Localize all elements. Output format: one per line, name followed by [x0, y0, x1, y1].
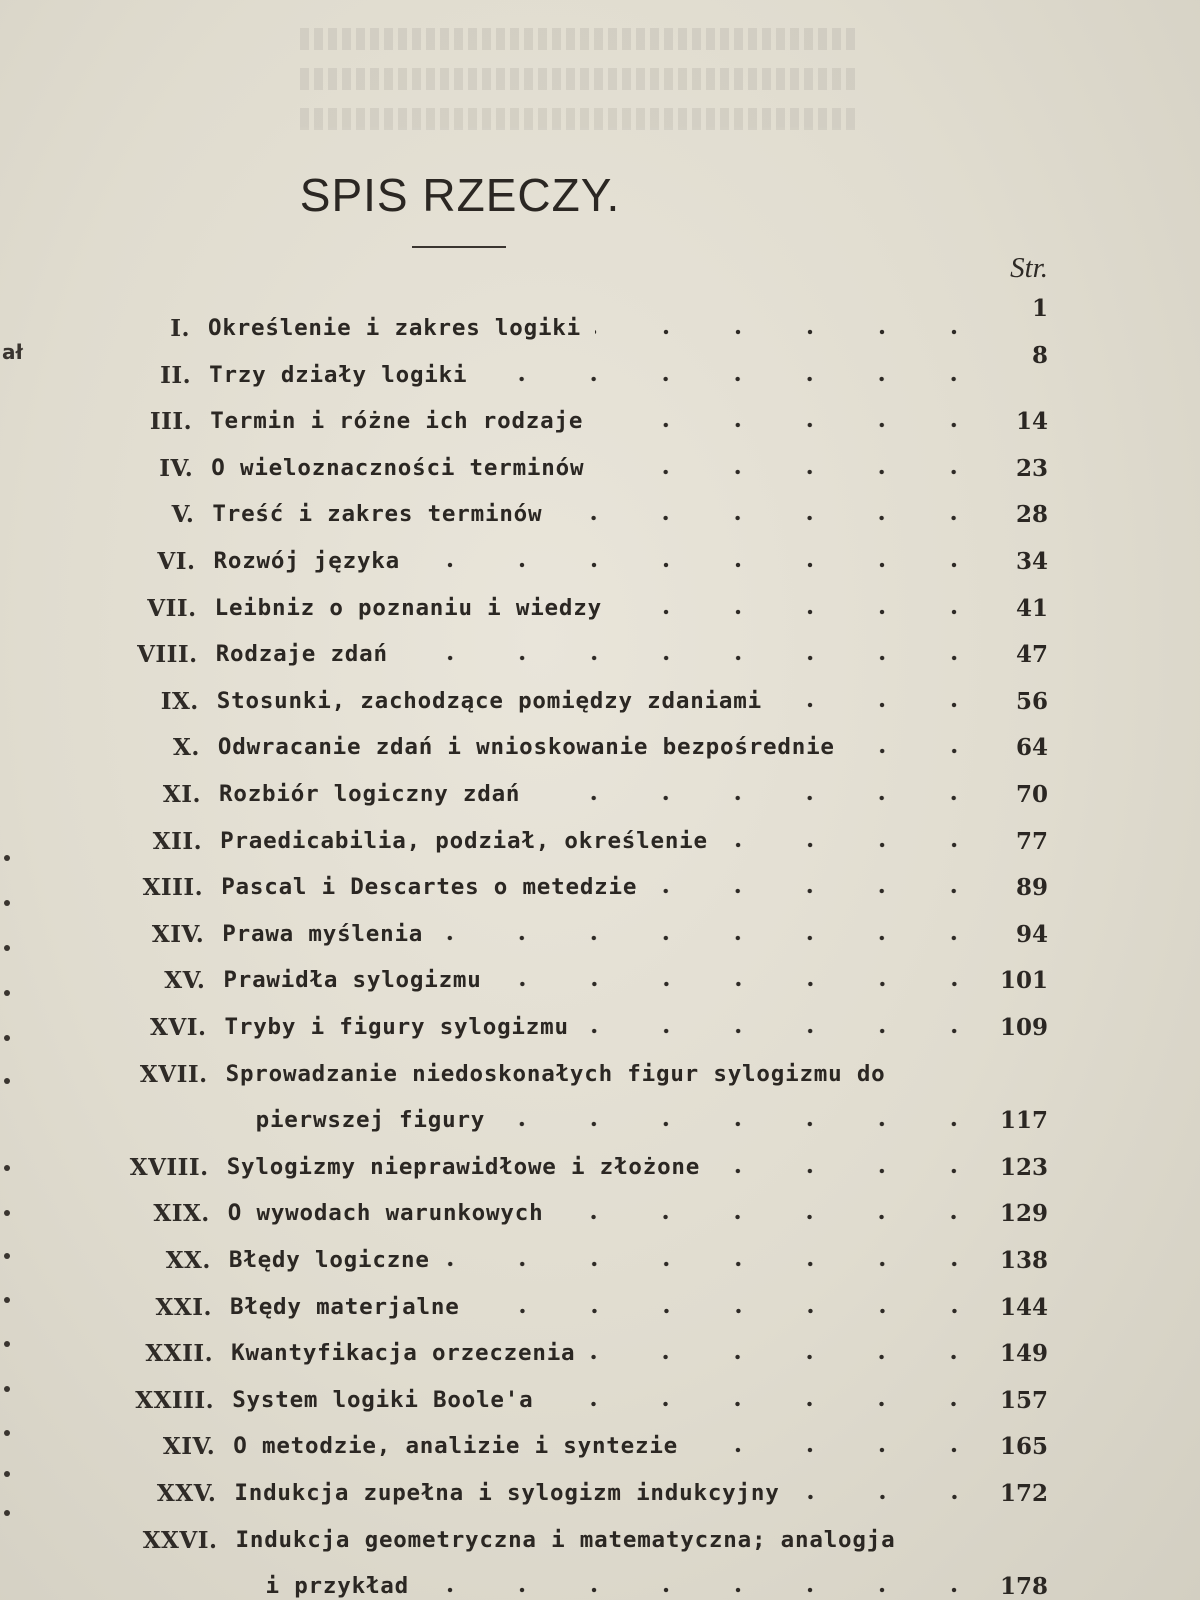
- chapter-number: VIII.: [137, 641, 198, 669]
- chapter-number: XVIII.: [129, 1153, 209, 1181]
- dot-leader: [496, 981, 990, 987]
- left-edge-fragment: ał: [2, 340, 23, 364]
- chapter-title: Termin i różne ich rodzaje: [210, 408, 584, 435]
- chapter-number: XI.: [162, 781, 201, 808]
- margin-mark: [4, 990, 10, 996]
- chapter-number: XIV.: [151, 920, 205, 948]
- chapter-title: Prawa myślenia: [222, 920, 424, 947]
- chapter-number: XXII.: [145, 1340, 214, 1368]
- chapter-title: System logiki Boole'a: [232, 1386, 534, 1413]
- page-number: 178: [999, 1573, 1048, 1600]
- page-number: 109: [999, 1014, 1048, 1041]
- chapter-number: XXV.: [156, 1480, 217, 1507]
- chapter-number: XIX.: [153, 1200, 210, 1228]
- page-number: 77: [1015, 827, 1048, 855]
- page-number: 14: [1015, 408, 1048, 436]
- chapter-title: Rozwój języka: [213, 548, 400, 574]
- chapter-title: Kwantyfikacja orzeczenia: [231, 1340, 576, 1367]
- chapter-title: Praedicabilia, podział, określenie: [220, 827, 708, 854]
- page-number: 149: [999, 1340, 1048, 1368]
- margin-mark: [4, 945, 10, 951]
- chapter-title: Rozbiór logiczny zdań: [219, 781, 521, 807]
- chapter-title: O wywodach warunkowych: [227, 1200, 544, 1227]
- chapter-number: VII.: [147, 594, 197, 622]
- dot-leader: [692, 1447, 990, 1453]
- page-number: 1: [1031, 295, 1048, 322]
- chapter-number: IV.: [159, 454, 194, 482]
- chapter-number: V.: [171, 501, 195, 529]
- chapter-title: Stosunki, zachodzące pomiędzy zdaniami: [216, 687, 762, 714]
- chapter-title: Sylogizmy nieprawidłowe i złożone: [226, 1153, 701, 1180]
- margin-mark: [4, 1510, 10, 1516]
- page-number: 34: [1015, 548, 1048, 575]
- margin-mark: [4, 1078, 10, 1084]
- margin-mark: [4, 855, 10, 861]
- chapter-title: Indukcja zupełna i sylogizm indukcyjny: [234, 1480, 780, 1506]
- chapter-title: Prawidła sylogizmu: [223, 967, 482, 994]
- margin-mark: [4, 1386, 10, 1392]
- dot-leader: [714, 1168, 990, 1174]
- chapter-number: XII.: [152, 827, 203, 855]
- dot-leader: [794, 1494, 990, 1500]
- chapter-number: IX.: [160, 687, 199, 715]
- page-number: 117: [999, 1107, 1048, 1135]
- chapter-title: O wieloznaczności terminów: [211, 454, 585, 481]
- dot-leader: [589, 1354, 990, 1360]
- chapter-title: Trzy działy logiki: [209, 361, 468, 388]
- page-number: 41: [1015, 594, 1048, 622]
- dot-leader: [583, 1028, 990, 1034]
- chapter-title: Treść i zakres terminów: [212, 501, 543, 528]
- dot-leader: [776, 702, 990, 708]
- chapter-title: Rodzaje zdań: [215, 641, 388, 668]
- margin-mark: [4, 1297, 10, 1303]
- page-number: 129: [999, 1200, 1048, 1228]
- dot-leader: [534, 795, 990, 801]
- page-column-label: Str.: [1010, 252, 1048, 284]
- dot-leader: [437, 935, 990, 941]
- page-title: SPIS RZECZY.: [299, 169, 621, 221]
- chapter-number: III.: [149, 408, 193, 436]
- chapter-title-continuation: pierwszej figury: [255, 1107, 486, 1134]
- chapter-number: VI.: [157, 548, 196, 575]
- page-number: 47: [1015, 641, 1048, 669]
- dot-leader: [597, 422, 990, 428]
- chapter-title: Leibniz o poznaniu i wiedzy: [214, 594, 602, 621]
- chapter-number: XIII.: [142, 874, 204, 902]
- chapter-number: XXIII.: [135, 1386, 215, 1414]
- chapter-title-continuation: i przykład: [265, 1573, 409, 1600]
- page-number: 144: [999, 1293, 1048, 1321]
- chapter-title: Sprowadzanie niedoskonałych figur sylogizmu do: [225, 1060, 886, 1087]
- margin-mark: [4, 900, 10, 906]
- chapter-title: O metodzie, analizie i syntezie: [233, 1433, 679, 1460]
- page-number: 101: [999, 967, 1048, 995]
- show-through-text: [300, 10, 860, 160]
- chapter-title: Określenie i zakres logiki: [208, 315, 581, 341]
- margin-mark: [4, 1341, 10, 1347]
- chapter-number: XXVI.: [142, 1526, 218, 1554]
- chapter-title: Tryby i figury sylogizmu: [224, 1014, 569, 1040]
- chapter-title: Indukcja geometryczna i matematyczna; analogja: [235, 1526, 896, 1553]
- margin-mark: [4, 1430, 10, 1436]
- chapter-number: XXI.: [155, 1293, 212, 1321]
- margin-mark: [4, 1165, 10, 1171]
- dot-leader: [722, 842, 990, 848]
- chapter-number: X.: [173, 734, 200, 762]
- page-number: 172: [999, 1480, 1048, 1507]
- page-number: 64: [1015, 734, 1048, 762]
- page-number: 94: [1015, 920, 1048, 948]
- dot-leader: [481, 376, 990, 382]
- page-number: 89: [1015, 874, 1048, 902]
- page-number: 23: [1015, 454, 1048, 482]
- chapter-number: XX.: [165, 1247, 211, 1274]
- chapter-title: Błędy logiczne: [228, 1247, 430, 1273]
- margin-mark: [4, 1471, 10, 1477]
- dot-leader: [598, 469, 990, 475]
- chapter-number: XV.: [164, 967, 206, 995]
- page-number: 8: [1031, 341, 1048, 369]
- page-number: 56: [1015, 687, 1048, 715]
- chapter-number: I.: [170, 315, 190, 342]
- dot-leader: [595, 329, 990, 335]
- chapter-number: II.: [160, 361, 192, 389]
- dot-leader: [402, 655, 990, 661]
- dot-leader: [849, 748, 990, 754]
- chapter-title: Błędy materjalne: [230, 1293, 460, 1320]
- page-number: 138: [999, 1247, 1048, 1274]
- margin-mark: [4, 1035, 10, 1041]
- page-number: 28: [1015, 501, 1048, 529]
- chapter-title: Odwracanie zdań i wnioskowanie bezpośrednie: [217, 734, 835, 761]
- dot-leader: [414, 562, 990, 568]
- dot-leader: [616, 609, 990, 615]
- dot-leader: [444, 1261, 990, 1267]
- page-number: 165: [999, 1433, 1048, 1461]
- dot-leader: [547, 1401, 990, 1407]
- page-number: 157: [999, 1386, 1048, 1414]
- dot-leader: [499, 1121, 990, 1127]
- page-number: 70: [1015, 781, 1048, 808]
- dot-leader: [423, 1587, 990, 1593]
- dot-leader: [474, 1308, 990, 1314]
- chapter-number: XVI.: [150, 1014, 207, 1041]
- margin-mark: [4, 1253, 10, 1259]
- dot-leader: [556, 515, 990, 521]
- page-number: 123: [999, 1153, 1048, 1181]
- chapter-title: Pascal i Descartes o metedzie: [221, 874, 638, 901]
- margin-mark: [4, 1210, 10, 1216]
- title-rule: [412, 246, 506, 248]
- dot-leader: [557, 1214, 990, 1220]
- dot-leader: [651, 888, 990, 894]
- chapter-number: XIV.: [162, 1433, 216, 1461]
- chapter-number: XVII.: [139, 1060, 208, 1088]
